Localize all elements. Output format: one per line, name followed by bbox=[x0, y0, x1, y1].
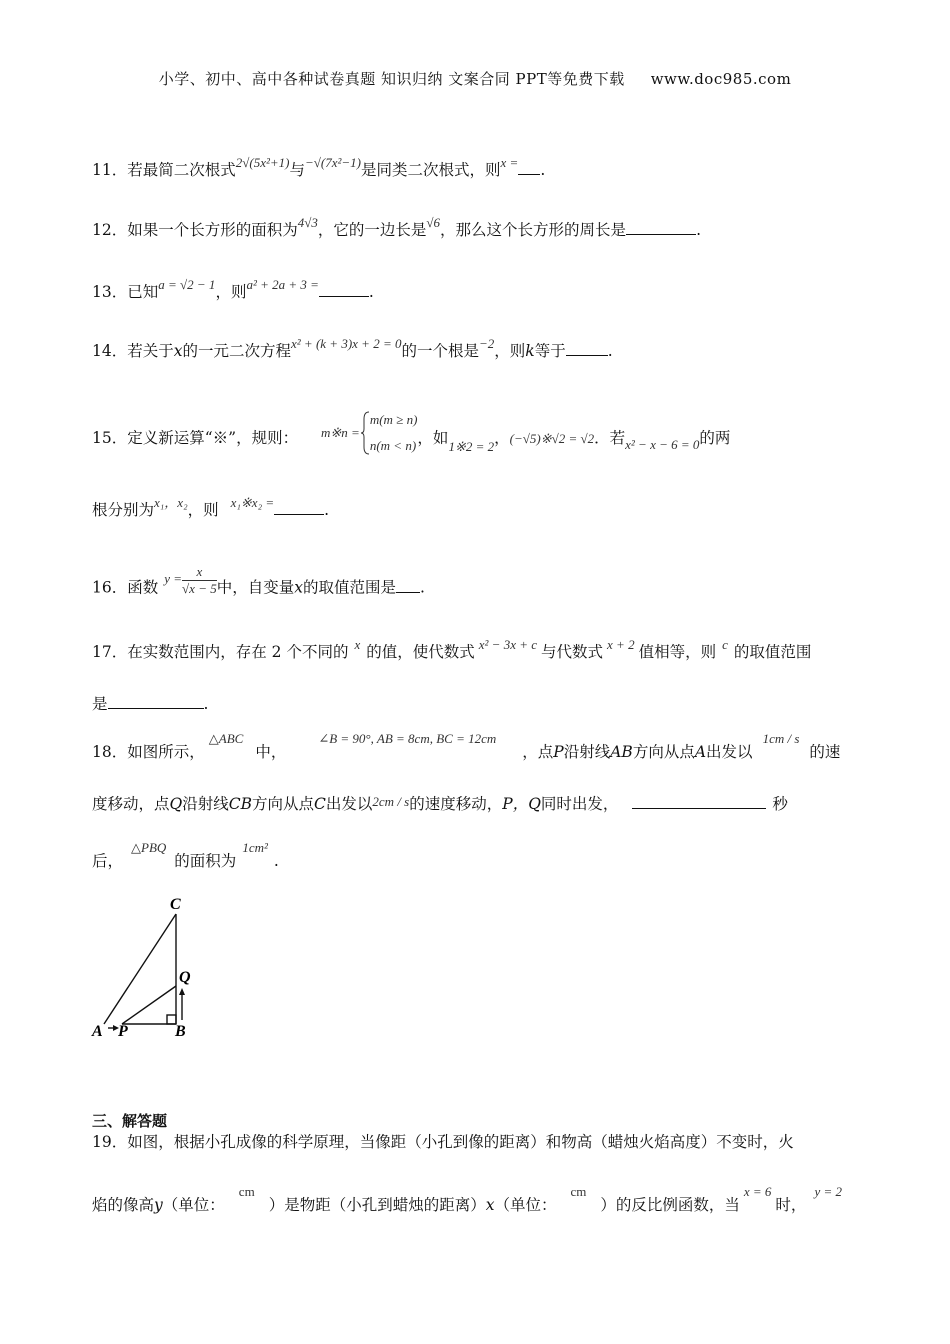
q14-root: −2 bbox=[479, 336, 495, 351]
question-16: 16．函数$^{y =}$ $\frac{x}{√x - 5}$ 中，自变量x的取值范围是 . bbox=[92, 564, 425, 597]
label-c: C bbox=[170, 896, 181, 913]
q15-case1: m(m ≥ n) bbox=[369, 412, 418, 427]
label-a: A bbox=[92, 1023, 103, 1040]
question-18: 18．如图所示，$^{\triangle ABC}$中，$^{\angle B = 90^\circ, AB = 8cm, BC = 12cm}$，点P沿射线AB方向从点A出发以$^{1cm / s}$的速 bbox=[92, 731, 841, 761]
q13-expr2: a² + 2a + 3 = bbox=[246, 277, 319, 292]
q19-expr2: y = 2 bbox=[814, 1184, 842, 1199]
q15-expr3: x² − x − 6 = 0 bbox=[625, 437, 700, 452]
q13-expr1: a = √2 − 1 bbox=[158, 277, 216, 292]
label-p: P bbox=[118, 1023, 128, 1040]
question-17: 17．在实数范围内，存在 2 个不同的 $^x$ 的值，使代数式 $^{x^2 - 3x + c}$ 与代数式 $^{x + 2}$ 值相等，则 $^c$ 的取值范围 bbox=[92, 637, 812, 661]
banner-url: www.doc985.com bbox=[650, 70, 792, 88]
q17-c: c bbox=[722, 637, 728, 652]
question-17-line2: 是 . bbox=[92, 695, 209, 713]
q11-expr2: −√(7x²−1) bbox=[305, 155, 362, 170]
q16-fraction bbox=[182, 564, 217, 597]
q11-expr3: x = bbox=[500, 155, 519, 170]
label-q: Q bbox=[179, 969, 191, 986]
q17-expr3: x + 2 bbox=[607, 637, 635, 652]
q15-piecewise bbox=[360, 407, 418, 459]
q12-expr1: 4√3 bbox=[297, 215, 318, 230]
triangle-figure bbox=[88, 890, 208, 1040]
answer-blank bbox=[566, 341, 608, 356]
q14-equation: x² + (k + 3)x + 2 = 0 bbox=[291, 336, 402, 351]
answer-blank bbox=[108, 694, 204, 709]
q18-givens: ∠B = 90°, AB = 8cm, BC = 12cm bbox=[318, 731, 497, 746]
question-19-line2: 焰的像高y（单位：$^{cm}$）是物距（小孔到蜡烛的距离）x（单位：$^{cm}$）的反比例函数，当$^{x = 6}$时，$^{y = 2}$ bbox=[92, 1184, 842, 1214]
q15-roots: x₁，x₂ bbox=[154, 495, 188, 510]
q18-triangle-pbq: △PBQ bbox=[131, 840, 167, 855]
arrow-q-head bbox=[179, 988, 185, 995]
section-title: 三、解答题 bbox=[92, 1112, 168, 1130]
banner-text: 小学、初中、高中各种试卷真题 知识归纳 文案合同 PPT等免费下载 bbox=[158, 70, 625, 88]
label-b: B bbox=[175, 1023, 186, 1040]
question-19: 19．如图，根据小孔成像的科学原理，当像距（小孔到像的距离）和物高（蜡烛火焰高度）不变时，火 bbox=[92, 1133, 794, 1151]
q15-case2: n(m < n) bbox=[369, 438, 417, 453]
q19-expr1: x = 6 bbox=[743, 1184, 772, 1199]
question-18-line2: 度移动，点Q沿射线CB方向从点C出发以2cm / s的速度移动，P，Q同时出发， 秒 bbox=[92, 794, 788, 813]
triangle-lines bbox=[104, 914, 182, 1028]
q18-speed-p: 1cm / s bbox=[762, 731, 800, 746]
q15-expr2: (−√5)※√2 = √2 bbox=[509, 431, 595, 446]
question-15-line2: 根分别为$^{x_1,x_2}$，则 $^{x_1※x_2 =}$ . bbox=[92, 495, 330, 519]
q17-expr2: x² − 3x + c bbox=[478, 637, 538, 652]
q15-def: m※n = bbox=[321, 425, 360, 440]
answer-blank bbox=[632, 794, 766, 809]
edge-ac bbox=[104, 914, 176, 1024]
q12-expr2: √6 bbox=[426, 215, 441, 230]
question-18-line3: 后，$^{\triangle PBQ}$的面积为$^{1cm^2}$. bbox=[92, 840, 279, 870]
answer-blank bbox=[319, 282, 369, 297]
answer-blank bbox=[396, 578, 420, 593]
question-11: 11．若最简二次根式$^{2√(5x^2+1)}$与$^{-√(7x^2-1)}$是同类二次根式，则$^{x =}$ . bbox=[92, 155, 546, 179]
q19-unit2: cm bbox=[570, 1184, 587, 1199]
answer-blank bbox=[518, 160, 540, 175]
q18-area: 1cm² bbox=[242, 840, 268, 855]
page-banner bbox=[0, 68, 950, 89]
q17-x: x bbox=[354, 637, 361, 652]
q15-expr1: 1※2 = 2 bbox=[448, 439, 495, 454]
question-14: 14．若关于x的一元二次方程$^{x^2 + (k + 3)x + 2 = 0}$的一个根是$^{-2}$，则k等于 . bbox=[92, 336, 613, 360]
q16-lhs: y = bbox=[164, 570, 183, 586]
q16-denominator: √x − 5 bbox=[182, 581, 217, 596]
question-15: 15．定义新运算“※”，规则： $^{m※n =}$ m(m ≥ n) n(m < n) ，如$_{1※2 = 2}$，(−√5)※√2 = √2．若$_{x^2 - x - 6 = 0}$的两 bbox=[92, 413, 730, 465]
question-13: 13．已知$^{a = √2 - 1}$，则$^{a^2 + 2a + 3 =}$ . bbox=[92, 277, 374, 301]
segment-pq bbox=[122, 986, 176, 1024]
question-12: 12．如果一个长方形的面积为$^{4√3}$，它的一边长是$^{√6}$，那么这个长方形的周长是 . bbox=[92, 215, 701, 239]
answer-blank bbox=[274, 500, 324, 515]
brace-shape bbox=[360, 411, 370, 455]
q16-numerator: x bbox=[182, 564, 217, 581]
q19-unit1: cm bbox=[238, 1184, 255, 1199]
q18-triangle: △ABC bbox=[208, 731, 244, 746]
q15-expr5: x₁※x₂ = bbox=[230, 495, 275, 510]
q18-speed-q: 2cm / s bbox=[372, 794, 410, 809]
q11-expr1: 2√(5x²+1) bbox=[235, 155, 290, 170]
answer-blank bbox=[626, 220, 696, 235]
